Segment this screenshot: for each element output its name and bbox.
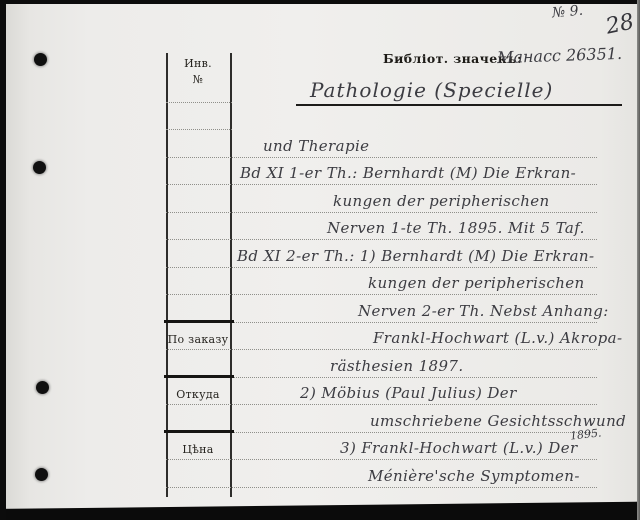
library-mark-label: Библіот. значекъ:	[383, 51, 522, 66]
section-label-origin: Откуда	[176, 388, 220, 401]
punch-hole	[33, 161, 46, 174]
page-number-handwritten: № 9.	[551, 2, 584, 22]
scan-border-bottom	[0, 502, 640, 520]
rule-line	[166, 294, 597, 295]
section-divider	[164, 375, 234, 378]
section-divider	[164, 320, 234, 323]
scan-border-left	[0, 0, 6, 520]
entry-line: kungen der peripherischen	[333, 192, 550, 210]
title-underline	[296, 104, 622, 106]
entry-line: Bd XI 1-er Th.: Bernhardt (M) Die Erkran-	[240, 164, 577, 182]
rule-line	[166, 129, 232, 130]
entry-line: Nerven 1-te Th. 1895. Mit 5 Taf.	[327, 219, 585, 237]
rule-line	[166, 184, 597, 185]
rule-line	[166, 212, 597, 213]
punch-hole	[36, 381, 49, 394]
rule-line	[166, 404, 597, 405]
inventory-number-sign: №	[192, 73, 204, 86]
entry-line: 2) Möbius (Paul Julius) Der	[300, 384, 517, 402]
rule-line	[166, 459, 597, 460]
scan-border-top	[0, 0, 640, 4]
entry-line: Ménière'sche Symptomen-	[368, 467, 580, 485]
punch-hole	[35, 468, 48, 481]
entry-line: umschriebene Gesichtsschwund	[370, 412, 627, 430]
entry-line: Frankl-Hochwart (L.v.) Akropa-	[373, 329, 623, 347]
entry-superscript-year: 1895.	[569, 426, 603, 443]
corner-mark-handwritten: 28	[603, 9, 637, 40]
section-label-price: Цѣна	[182, 443, 214, 456]
inventory-label: Инв.	[184, 57, 212, 70]
rule-line	[166, 157, 597, 158]
entry-line: kungen der peripherischen	[368, 274, 585, 292]
rule-line	[166, 239, 597, 240]
card-title: Pathologie (Specielle)	[310, 78, 554, 102]
section-label-order: По заказу	[167, 333, 229, 346]
entry-line: 3) Frankl-Hochwart (L.v.) Der	[340, 439, 578, 457]
rule-line	[166, 102, 232, 103]
entry-line: und Therapie	[263, 137, 370, 155]
entry-line: rästhesien 1897.	[330, 357, 464, 375]
library-mark-value: Манасс 26351.	[496, 43, 623, 68]
punch-hole	[34, 53, 47, 66]
section-divider	[164, 430, 234, 433]
entry-line: Nerven 2-er Th. Nebst Anhang:	[358, 302, 609, 320]
rule-line	[166, 487, 597, 488]
rule-line	[166, 267, 597, 268]
rule-line	[166, 349, 597, 350]
entry-line: Bd XI 2-er Th.: 1) Bernhardt (M) Die Erkran-	[237, 247, 595, 265]
